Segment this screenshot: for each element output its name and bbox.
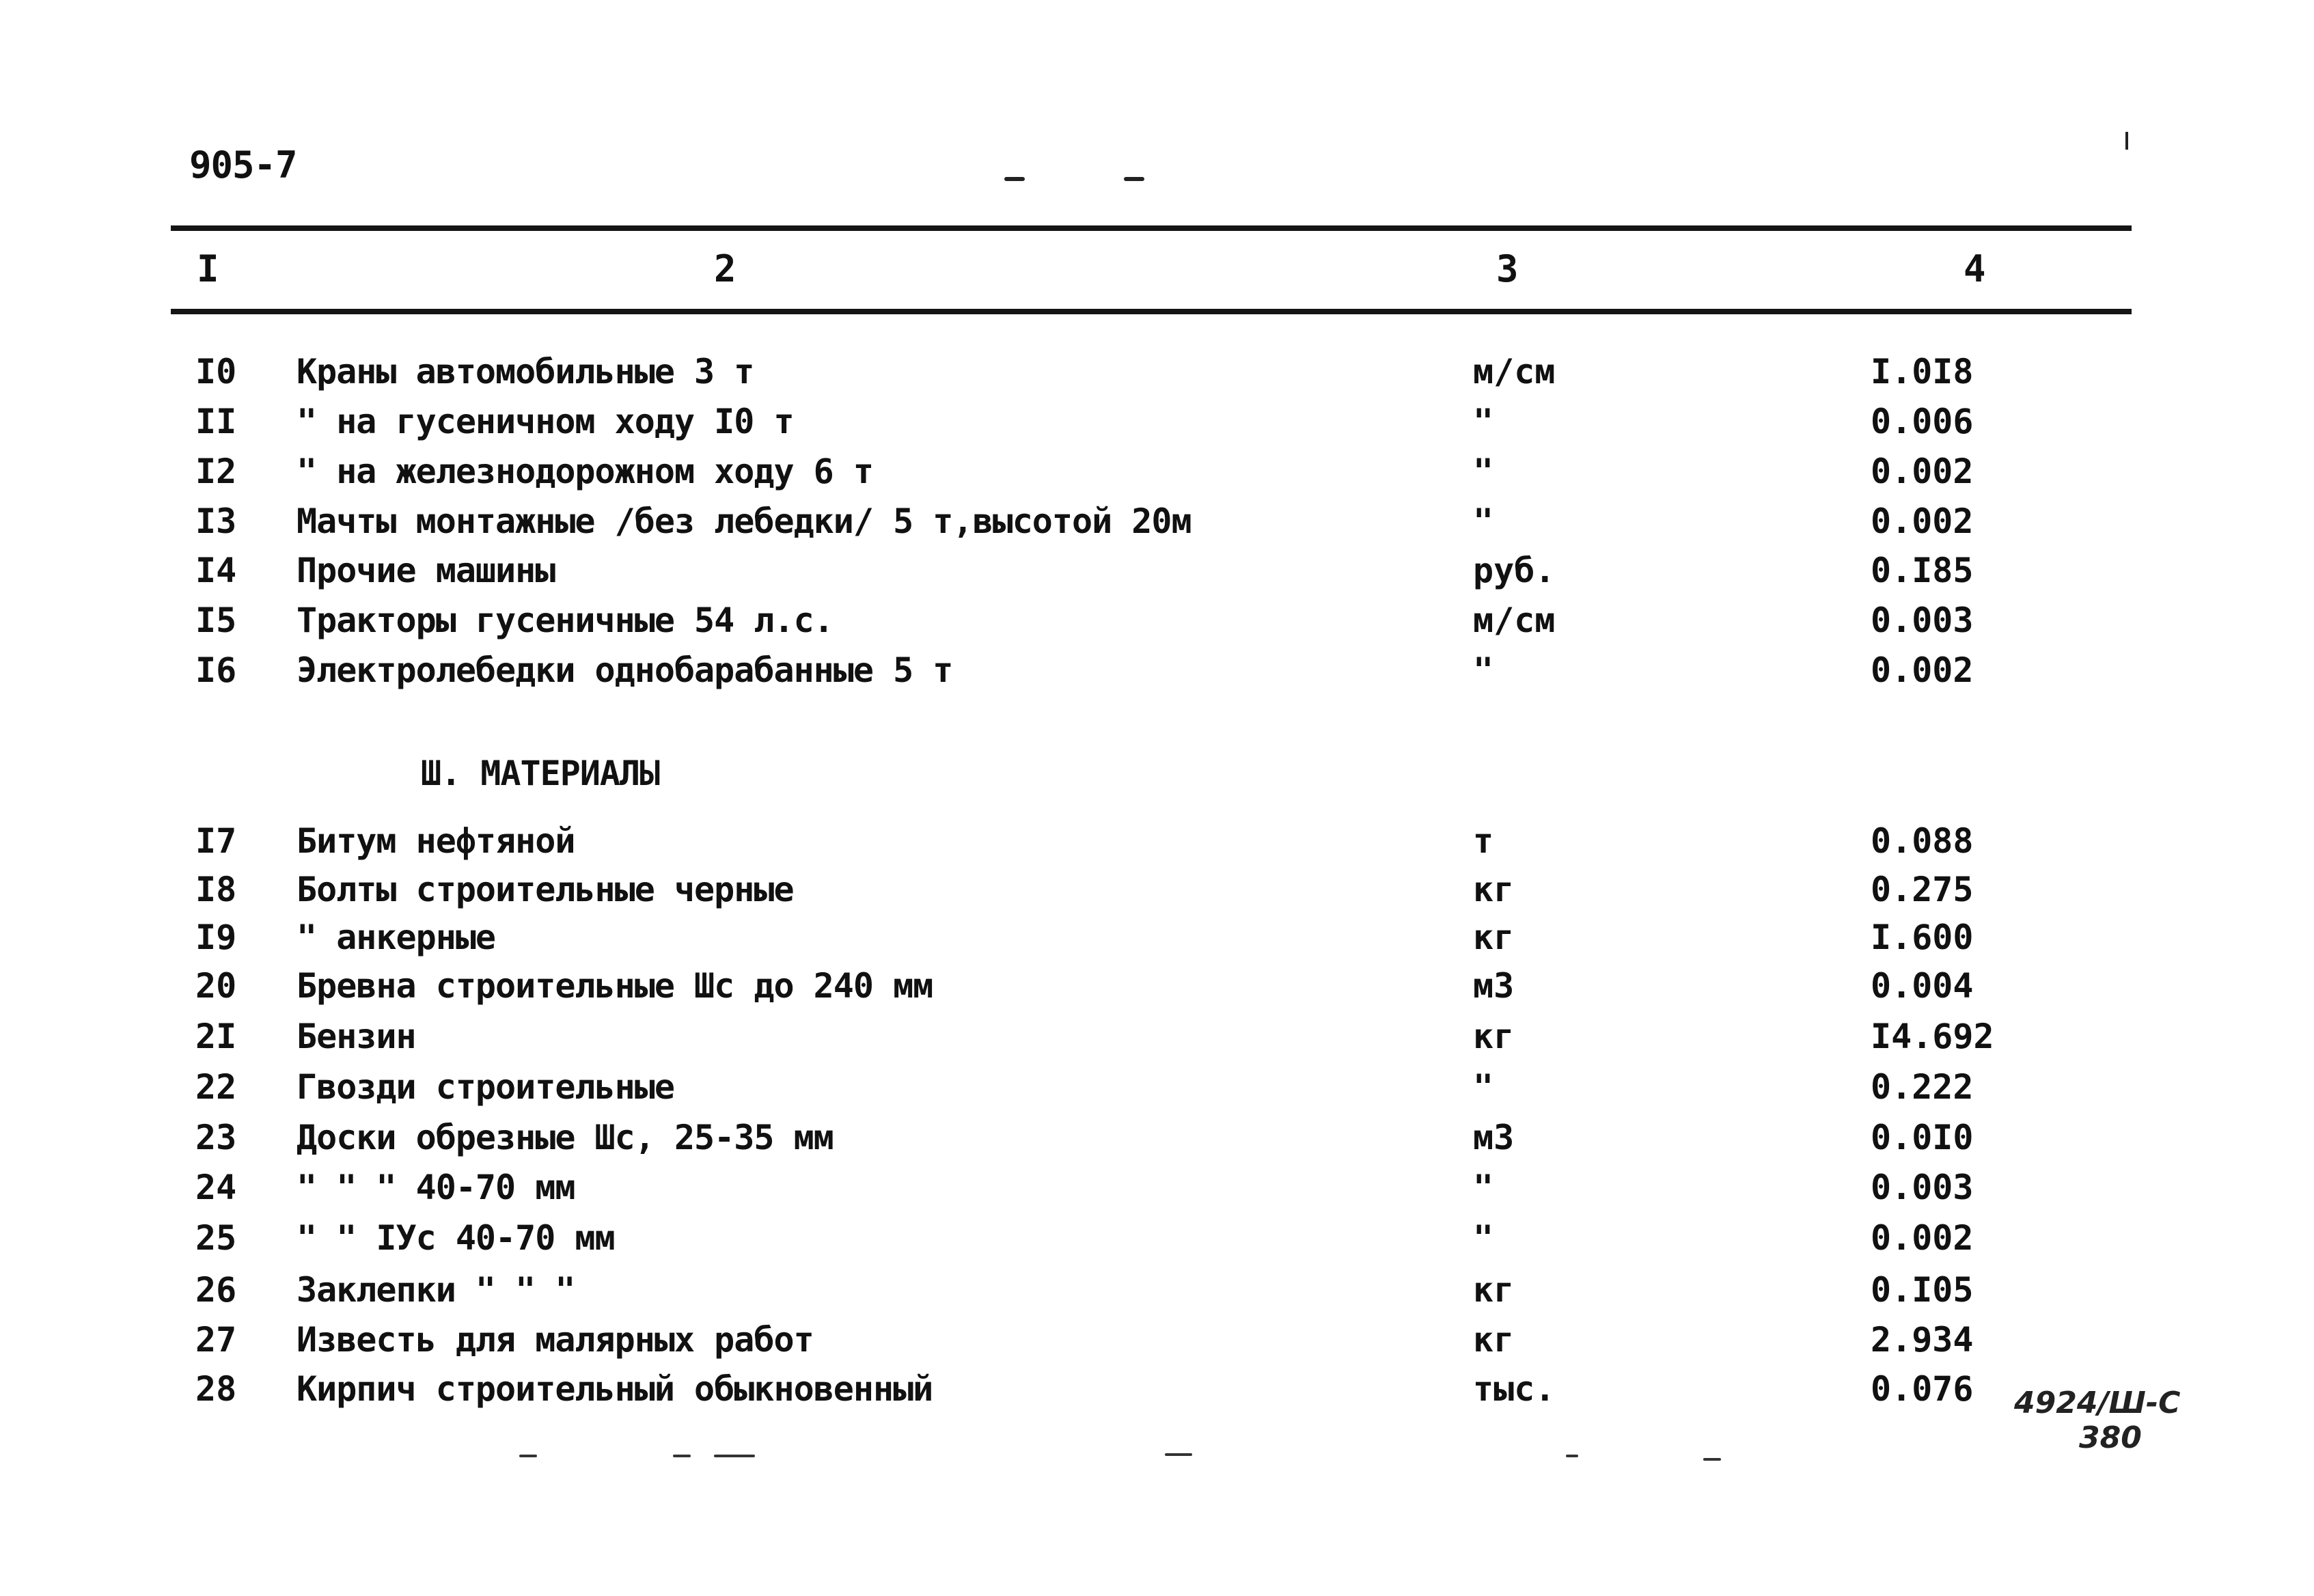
column-header-2: 2 <box>714 247 736 290</box>
table-row <box>0 1168 2314 1214</box>
resource-name: Известь для малярных работ <box>297 1320 814 1360</box>
quantity-value: 0.002 <box>1871 452 1974 491</box>
quantity-value: I4.692 <box>1871 1017 1994 1056</box>
quantity-value: 0.0I0 <box>1871 1118 1974 1157</box>
row-number: 22 <box>195 1067 237 1107</box>
row-number: 2I <box>195 1017 237 1056</box>
table-row <box>0 918 2314 964</box>
scan-underline-mark <box>1165 1453 1192 1456</box>
row-number: 23 <box>195 1118 237 1157</box>
unit-of-measure: кг <box>1473 1320 1515 1360</box>
table-row <box>0 1067 2314 1114</box>
unit-of-measure: кг <box>1473 870 1515 909</box>
unit-of-measure: " <box>1473 1168 1494 1207</box>
table-row <box>0 1017 2314 1063</box>
document-code: 905-7 <box>189 143 297 187</box>
row-number: I9 <box>195 918 237 957</box>
unit-of-measure: т <box>1473 821 1494 861</box>
quantity-value: 0.002 <box>1871 501 1974 541</box>
resource-name: Заклепки " " " <box>297 1270 575 1310</box>
unit-of-measure: м/см <box>1473 352 1556 391</box>
quantity-value: 0.076 <box>1871 1369 1974 1409</box>
resource-name: " анкерные <box>297 918 496 957</box>
row-number: 26 <box>195 1270 237 1310</box>
resource-name: Болты строительные черные <box>297 870 794 909</box>
scan-underline-mark <box>1566 1455 1578 1457</box>
table-row <box>0 650 2314 697</box>
row-number: I0 <box>195 352 237 391</box>
row-number: I2 <box>195 452 237 491</box>
quantity-value: 2.934 <box>1871 1320 1974 1360</box>
table-row <box>0 821 2314 868</box>
table-row <box>0 352 2314 398</box>
table-row <box>0 1270 2314 1317</box>
unit-of-measure: тыс. <box>1473 1369 1556 1409</box>
row-number: 25 <box>195 1218 237 1258</box>
table-row <box>0 1320 2314 1366</box>
row-number: I8 <box>195 870 237 909</box>
resource-name: Бревна строительные Шс до 240 мм <box>297 966 933 1006</box>
quantity-value: 0.I05 <box>1871 1270 1974 1310</box>
unit-of-measure: " <box>1473 501 1494 541</box>
unit-of-measure: м/см <box>1473 601 1556 640</box>
row-number: I5 <box>195 601 237 640</box>
resource-name: Краны автомобильные 3 т <box>297 352 754 391</box>
resource-name: Электролебедки однобарабанные 5 т <box>297 650 953 690</box>
row-number: 28 <box>195 1369 237 1409</box>
quantity-value: 0.088 <box>1871 821 1974 861</box>
quantity-value: 0.002 <box>1871 1218 1974 1258</box>
row-number: 27 <box>195 1320 237 1360</box>
column-header-1: I <box>197 247 219 290</box>
table-row <box>0 1218 2314 1265</box>
scan-underline-mark <box>519 1455 537 1457</box>
quantity-value: 0.002 <box>1871 650 1974 690</box>
resource-name: " " " 40-70 мм <box>297 1168 575 1207</box>
quantity-value: 0.222 <box>1871 1067 1974 1107</box>
table-row <box>0 452 2314 498</box>
row-number: 24 <box>195 1168 237 1207</box>
quantity-value: I.600 <box>1871 918 1974 957</box>
table-row <box>0 870 2314 916</box>
resource-name: Мачты монтажные /без лебедки/ 5 т,высотой 20м <box>297 501 1192 541</box>
table-row <box>0 501 2314 548</box>
unit-of-measure: " <box>1473 1218 1494 1258</box>
resource-name: Тракторы гусеничные 54 л.с. <box>297 601 834 640</box>
row-number: I4 <box>195 551 237 590</box>
scan-underline-mark <box>714 1455 755 1457</box>
table-row <box>0 402 2314 448</box>
handwritten-page-number: 380 <box>2079 1420 2142 1455</box>
unit-of-measure: " <box>1473 452 1494 491</box>
resource-name: " на железнодорожном ходу 6 т <box>297 452 873 491</box>
quantity-value: 0.275 <box>1871 870 1974 909</box>
unit-of-measure: " <box>1473 402 1494 441</box>
resource-name: " " IУс 40-70 мм <box>297 1218 615 1258</box>
table-row <box>0 601 2314 647</box>
quantity-value: 0.006 <box>1871 402 1974 441</box>
unit-of-measure: м3 <box>1473 966 1515 1006</box>
table-row <box>0 551 2314 597</box>
unit-of-measure: кг <box>1473 918 1515 957</box>
handwritten-document-number: 4924/Ш-С <box>2014 1386 2181 1420</box>
quantity-value: I.0I8 <box>1871 352 1974 391</box>
row-number: I6 <box>195 650 237 690</box>
resource-name: Доски обрезные Шс, 25-35 мм <box>297 1118 834 1157</box>
resource-name: Прочие машины <box>297 551 555 590</box>
row-number: 20 <box>195 966 237 1006</box>
unit-of-measure: " <box>1473 1067 1494 1107</box>
table-row <box>0 1118 2314 1164</box>
table-row <box>0 1369 2314 1416</box>
scan-underline-mark <box>673 1455 691 1457</box>
resource-name: Бензин <box>297 1017 416 1056</box>
unit-of-measure: " <box>1473 650 1494 690</box>
section-title: Ш. МАТЕРИАЛЫ <box>421 754 660 793</box>
row-number: II <box>195 402 237 441</box>
row-number: I7 <box>195 821 237 861</box>
quantity-value: 0.003 <box>1871 1168 1974 1207</box>
table-row <box>0 966 2314 1013</box>
resource-name: Битум нефтяной <box>297 821 575 861</box>
resource-name: " на гусеничном ходу I0 т <box>297 402 794 441</box>
unit-of-measure: м3 <box>1473 1118 1515 1157</box>
scan-underline-mark <box>1703 1458 1721 1461</box>
quantity-value: 0.I85 <box>1871 551 1974 590</box>
quantity-value: 0.003 <box>1871 601 1974 640</box>
quantity-value: 0.004 <box>1871 966 1974 1006</box>
unit-of-measure: кг <box>1473 1270 1515 1310</box>
column-header-3: 3 <box>1496 247 1519 290</box>
column-header-4: 4 <box>1964 247 1986 290</box>
unit-of-measure: руб. <box>1473 551 1556 590</box>
unit-of-measure: кг <box>1473 1017 1515 1056</box>
resource-name: Кирпич строительный обыкновенный <box>297 1369 933 1409</box>
resource-name: Гвозди строительные <box>297 1067 674 1107</box>
row-number: I3 <box>195 501 237 541</box>
